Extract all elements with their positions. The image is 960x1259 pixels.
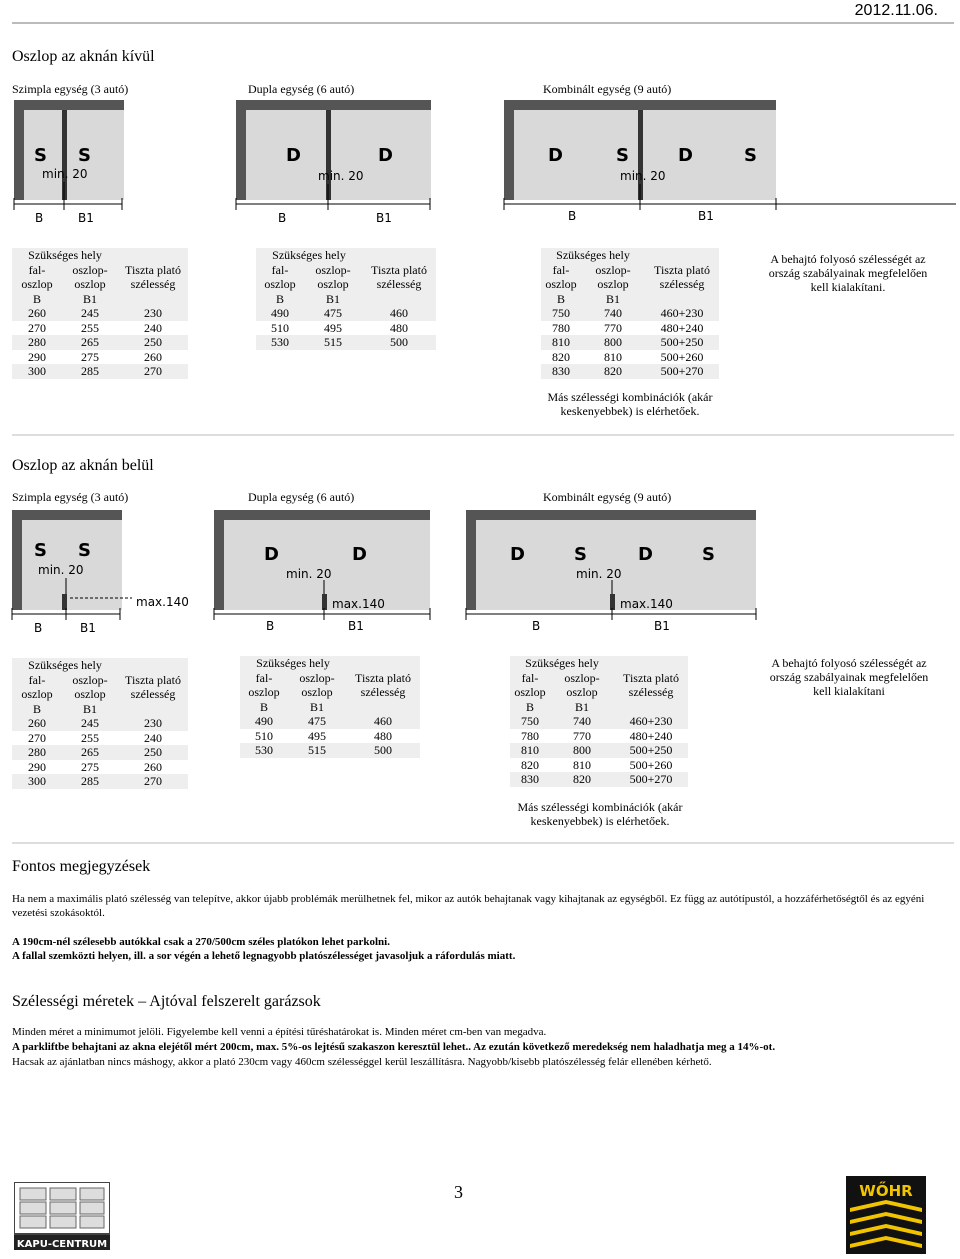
diagram-combined-outside — [500, 98, 958, 228]
section2-divider — [12, 842, 954, 844]
s1-side-note: A behajtó folyosó szélességét az ország szabályainak megfelelően kell kialakítani. — [768, 252, 928, 294]
diagram-single-inside — [8, 508, 192, 638]
d23-min: min. 20 — [576, 567, 622, 581]
notes-p3: A fallal szemközti helyen, ill. a sor végén a lehető legnagyobb platószélességet javasoljuk a ráfordulás miatt. — [12, 950, 516, 962]
s1-table-double: Szükséges hely fal- oszlop- Tiszta plató oszlop oszlop szélesség B B1 490 475 460 510 495 480 530 515 500 — [256, 248, 436, 350]
wohr-text: WŐHR — [859, 1182, 913, 1200]
kapu-centrum-logo — [14, 1182, 110, 1250]
s2-table-combined: Szükséges hely fal- oszlop- Tiszta plató oszlop oszlop szélesség B B1 750 740 460+230 780 770 480+240 810 800 500+250 820 810 500+260 830 820 500+270 — [510, 656, 688, 787]
widths-l1: Minden méret a minimumot jelöli. Figyelembe kell venni a építési tűréshatárokat is. Minden méret cm-ben van megadva. — [12, 1026, 547, 1038]
s2-more-note: Más szélességi kombinációk (akár keskenyebbek) is elérhetőek. — [517, 800, 683, 828]
d22-letter-0: D — [264, 544, 279, 565]
d23-max: max.140 — [620, 597, 673, 611]
d12-b1: B1 — [376, 211, 392, 225]
s2-table-single: Szükséges hely fal- oszlop- Tiszta plató oszlop oszlop szélesség B B1 260 245 230 270 255 240 280 265 250 290 275 260 300 285 270 — [12, 658, 188, 789]
d22-max: max.140 — [332, 597, 385, 611]
d21-b1: B1 — [80, 621, 96, 635]
d12-b: B — [278, 211, 287, 225]
d13-min: min. 20 — [620, 169, 666, 183]
d23-letter-0: D — [510, 544, 525, 565]
header-date: 2012.11.06. — [854, 2, 938, 19]
notes-title: Fontos megjegyzések — [12, 858, 151, 875]
d22-min: min. 20 — [286, 567, 332, 581]
section1-title: Oszlop az aknán kívül — [12, 48, 155, 65]
d13-letter-3: S — [744, 145, 757, 166]
d11-min: min. 20 — [42, 167, 88, 181]
top-divider — [12, 22, 954, 24]
diagram-single-outside — [10, 98, 125, 228]
d11-letter-0: S — [34, 145, 47, 166]
s1-table-combined: Szükséges hely fal- oszlop- Tiszta plató oszlop oszlop szélesség B B1 750 740 460+230 780 770 480+240 810 800 500+250 820 810 500+260 830 820 500+270 — [541, 248, 719, 379]
s2-side-note: A behajtó folyosó szélességét az ország szabályainak megfelelően kell kialakítani — [769, 656, 929, 698]
section2-title: Oszlop az aknán belül — [12, 457, 154, 474]
d21-max: max.140 — [136, 595, 189, 609]
d21-b: B — [34, 621, 43, 635]
notes-p1: Ha nem a maximális plató szélesség van telepítve, akkor újabb problémák merülhetnek fel, mikor az autók behajtanak vagy kihajtanak az egységből. Ez függ az autótípustól, a hozzáférhetőségtől és az egyéni vezetési szokásoktól. — [12, 893, 925, 919]
diagram-double-outside — [232, 98, 432, 228]
d12-letter-0: D — [286, 145, 301, 166]
wohr-logo — [846, 1176, 926, 1254]
d21-min: min. 20 — [38, 563, 84, 577]
d12-letter-1: D — [378, 145, 393, 166]
d22-b: B — [266, 619, 275, 633]
widths-title: Szélességi méretek – Ajtóval felszerelt garázsok — [12, 993, 321, 1010]
s2-label-single: Szimpla egység (3 autó) — [12, 490, 129, 504]
diagram-combined-inside — [462, 508, 958, 638]
s2-table-double: Szükséges hely fal- oszlop- Tiszta plató oszlop oszlop szélesség B B1 490 475 460 510 495 480 530 515 500 — [240, 656, 420, 758]
d23-letter-2: D — [638, 544, 653, 565]
page-number: 3 — [454, 1182, 463, 1202]
d22-letter-1: D — [352, 544, 367, 565]
s2-label-combined: Kombinált egység (9 autó) — [543, 490, 672, 504]
diagram-double-inside — [210, 508, 432, 638]
d11-letter-1: S — [78, 145, 91, 166]
widths-l2: A parkliftbe behajtani az akna elejétől mért 200cm, max. 5%-os lejtésű szakaszon keresztül lehet.. Az ezután következő meredekség nem haladhatja meg a 14%-ot. — [12, 1041, 776, 1053]
d23-letter-3: S — [702, 544, 715, 565]
d13-b: B — [568, 209, 577, 223]
s2-label-double: Dupla egység (6 autó) — [248, 490, 355, 504]
s1-label-combined: Kombinált egység (9 autó) — [543, 82, 672, 96]
kapu-centrum-text: KAPU-CENTRUM — [16, 1239, 108, 1250]
s1-more-note: Más szélességi kombinációk (akár keskenyebbek) is elérhetőek. — [547, 390, 713, 418]
s1-label-double: Dupla egység (6 autó) — [248, 82, 355, 96]
d21-letter-1: S — [78, 540, 91, 561]
notes-p2: A 190cm-nél szélesebb autókkal csak a 270/500cm széles platókon lehet parkolni. — [12, 936, 390, 948]
d22-b1: B1 — [348, 619, 364, 633]
s1-label-single: Szimpla egység (3 autó) — [12, 82, 129, 96]
d21-letter-0: S — [34, 540, 47, 561]
d23-b1: B1 — [654, 619, 670, 633]
d12-min: min. 20 — [318, 169, 364, 183]
d11-b1: B1 — [78, 211, 94, 225]
d23-letter-1: S — [574, 544, 587, 565]
s1-table-single: Szükséges hely fal- oszlop- Tiszta plató oszlop oszlop szélesség B B1 260 245 230 270 255 240 280 265 250 290 275 260 300 285 270 — [12, 248, 188, 379]
d13-letter-0: D — [548, 145, 563, 166]
d13-letter-1: S — [616, 145, 629, 166]
section1-divider — [12, 434, 954, 436]
d11-b: B — [35, 211, 44, 225]
d13-b1: B1 — [698, 209, 714, 223]
widths-l3: Hacsak az ajánlatban nincs máshogy, akkor a plató 230cm vagy 460cm szélességgel kerül leszállításra. Nagyobb/kisebb platószélesség felár ellenében kérhető. — [12, 1056, 712, 1068]
d23-b: B — [532, 619, 541, 633]
d13-letter-2: D — [678, 145, 693, 166]
